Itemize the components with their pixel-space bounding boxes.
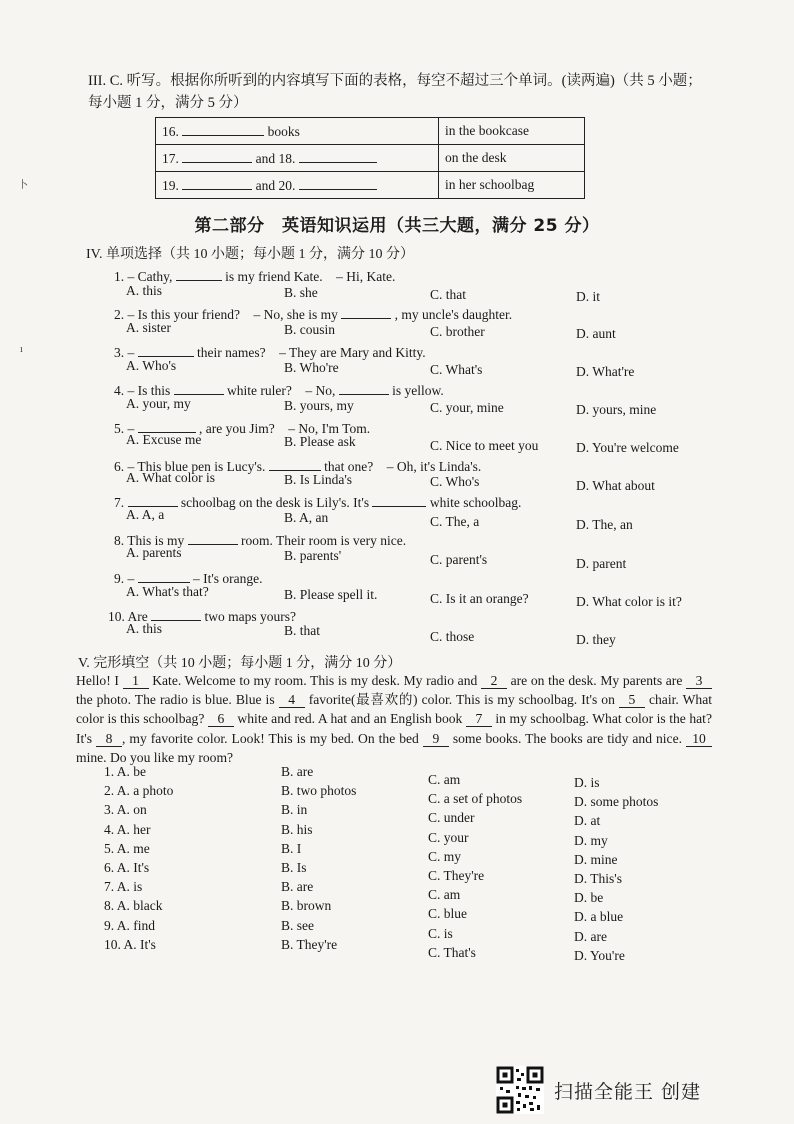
cloze-option-10-A: 10. A. It's bbox=[104, 936, 156, 952]
option-10-B: B. that bbox=[284, 623, 320, 638]
answer-blank bbox=[176, 267, 222, 281]
answer-blank bbox=[182, 122, 264, 136]
answer-blank bbox=[151, 607, 201, 621]
cloze-option-1-A: 1. A. be bbox=[104, 764, 146, 779]
option-10-C: C. those bbox=[430, 629, 475, 644]
listening-place-cell: in her schoolbag bbox=[439, 172, 585, 199]
question-text: schoolbag on the desk is Lily's. It's bbox=[177, 495, 373, 510]
cloze-option-10-B: B. They're bbox=[281, 936, 338, 952]
question-text: 3. – bbox=[114, 345, 138, 360]
listening-item-cell bbox=[156, 118, 439, 145]
cloze-option-10-C: C. That's bbox=[428, 944, 476, 960]
cloze-option-7-D: D. be bbox=[574, 890, 604, 906]
cloze-option-3-C: C. under bbox=[428, 810, 475, 826]
question-text: 8. This is my bbox=[114, 533, 188, 548]
cloze-passage bbox=[76, 671, 712, 767]
answer-blank bbox=[182, 149, 252, 163]
cloze-option-6-B: B. Is bbox=[281, 860, 307, 875]
listening-place-cell: in the bookcase bbox=[439, 118, 585, 145]
cloze-blank-6: 6 bbox=[208, 712, 234, 727]
option-4-C: C. your, mine bbox=[430, 400, 504, 415]
option-5-C: C. Nice to meet you bbox=[430, 438, 539, 453]
watermark-text: 扫描全能王 创建 bbox=[554, 1080, 702, 1103]
question-text: 2. – Is this your friend? – No, she is my bbox=[114, 307, 342, 322]
listening-table bbox=[155, 117, 585, 199]
scan-dot: ı bbox=[20, 344, 23, 355]
cloze-option-9-B: B. see bbox=[281, 917, 314, 933]
option-6-A: A. What color is bbox=[126, 470, 215, 485]
option-2-C: C. brother bbox=[430, 324, 485, 339]
passage-text: the photo. The radio is blue. Blue is bbox=[76, 692, 279, 708]
answer-blank bbox=[138, 569, 190, 583]
cloze-blank-4: 4 bbox=[279, 693, 305, 708]
answer-blank bbox=[299, 149, 377, 163]
option-7-D: D. The, an bbox=[576, 517, 633, 532]
cloze-option-9-C: C. is bbox=[428, 925, 453, 941]
option-1-C: C. that bbox=[430, 287, 466, 302]
cloze-option-1-B: B. are bbox=[281, 764, 314, 779]
question-text: that one? – Oh, it's Linda's. bbox=[320, 459, 482, 474]
question-text: is my friend Kate. – Hi, Kate. bbox=[221, 269, 396, 284]
option-9-B: B. Please spell it. bbox=[284, 587, 378, 602]
option-5-B: B. Please ask bbox=[284, 434, 356, 449]
passage-text: mine. Do you like my room? bbox=[76, 749, 234, 765]
answer-blank bbox=[188, 531, 238, 545]
cloze-option-9-D: D. are bbox=[574, 928, 607, 944]
cloze-option-4-B: B. his bbox=[281, 821, 313, 837]
answer-blank bbox=[339, 381, 389, 395]
question-text: 5. – bbox=[114, 421, 138, 436]
item-text: books bbox=[264, 124, 300, 139]
cloze-option-8-D: D. a blue bbox=[574, 909, 624, 925]
answer-blank bbox=[128, 493, 178, 507]
item-text: and 20. bbox=[252, 178, 299, 193]
section-3-line-1: III. C. 听写。根据你所听到的内容填写下面的表格，每空不超过三个单词。(读两遍)（共 5 小题； bbox=[88, 73, 702, 89]
question-text: room. Their room is very nice. bbox=[237, 533, 407, 548]
cloze-option-2-C: C. a set of photos bbox=[428, 791, 523, 807]
answer-blank bbox=[138, 419, 196, 433]
answer-blank bbox=[299, 176, 377, 190]
cloze-blank-1: 1 bbox=[123, 674, 149, 689]
question-text: 7. bbox=[114, 495, 128, 510]
option-10-A: A. this bbox=[126, 621, 163, 636]
option-2-D: D. aunt bbox=[576, 326, 616, 341]
question-7 bbox=[114, 493, 521, 511]
option-2-A: A. sister bbox=[126, 320, 171, 335]
cloze-option-6-D: D. This's bbox=[574, 871, 622, 886]
question-text: 1. – Cathy, bbox=[114, 269, 176, 284]
item-number: 19. bbox=[162, 178, 183, 193]
option-3-D: D. What're bbox=[576, 364, 635, 379]
option-6-D: D. What about bbox=[576, 478, 655, 493]
option-5-D: D. You're welcome bbox=[576, 440, 679, 455]
option-3-B: B. Who're bbox=[284, 360, 339, 375]
cloze-option-6-C: C. They're bbox=[428, 868, 485, 883]
cloze-option-6-A: 6. A. It's bbox=[104, 860, 150, 875]
cloze-option-10-D: D. You're bbox=[574, 947, 625, 963]
scan-mark: 卜 bbox=[18, 180, 28, 191]
passage-text: Kate. Welcome to my room. This is my desk. My radio and bbox=[148, 673, 481, 688]
cloze-option-2-B: B. two photos bbox=[281, 783, 357, 799]
answer-blank bbox=[341, 305, 391, 319]
answer-blank bbox=[372, 493, 426, 507]
question-2 bbox=[114, 303, 512, 323]
question-text: , are you Jim? – No, I'm Tom. bbox=[195, 421, 371, 436]
listening-place-cell: on the desk bbox=[439, 145, 585, 172]
option-8-C: C. parent's bbox=[430, 552, 488, 567]
option-4-A: A. your, my bbox=[126, 396, 191, 411]
option-6-B: B. Is Linda's bbox=[284, 472, 353, 487]
option-9-C: C. Is it an orange? bbox=[430, 591, 529, 606]
option-1-B: B. she bbox=[284, 285, 318, 300]
question-text: white ruler? – No, bbox=[223, 383, 339, 398]
cloze-blank-5: 5 bbox=[619, 693, 645, 708]
cloze-option-5-B: B. I bbox=[281, 840, 302, 856]
question-text: – It's orange. bbox=[189, 571, 263, 586]
answer-blank bbox=[182, 176, 252, 190]
cloze-option-4-C: C. your bbox=[428, 829, 469, 845]
question-text: is yellow. bbox=[388, 383, 444, 398]
option-2-B: B. cousin bbox=[284, 322, 336, 337]
item-number: 16. bbox=[162, 124, 183, 139]
cloze-option-4-A: 4. A. her bbox=[104, 821, 151, 837]
cloze-option-8-C: C. blue bbox=[428, 906, 467, 922]
option-10-D: D. they bbox=[576, 632, 616, 647]
section-3-line-2: 每小题 1 分，满分 5 分） bbox=[88, 95, 248, 111]
option-7-C: C. The, a bbox=[430, 514, 480, 529]
question-text: white schoolbag. bbox=[426, 495, 522, 510]
cloze-option-8-A: 8. A. black bbox=[104, 898, 163, 914]
option-7-A: A. A, a bbox=[126, 507, 165, 522]
cloze-option-5-D: D. mine bbox=[574, 851, 618, 867]
cloze-option-7-C: C. am bbox=[428, 887, 461, 903]
option-5-A: A. Excuse me bbox=[126, 432, 202, 447]
passage-text: in my schoolbag. What color is the hat? It's bbox=[76, 711, 712, 746]
option-8-A: A. parents bbox=[126, 545, 182, 560]
answer-blank bbox=[138, 343, 194, 357]
cloze-blank-9: 9 bbox=[423, 732, 449, 747]
question-1 bbox=[114, 265, 395, 285]
listening-row bbox=[156, 172, 585, 199]
cloze-blank-8: 8 bbox=[96, 732, 122, 747]
question-text: , my uncle's daughter. bbox=[391, 307, 513, 322]
cloze-blank-10: 10 bbox=[686, 732, 712, 747]
listening-item-cell bbox=[156, 172, 439, 199]
question-text: 4. – Is this bbox=[114, 383, 174, 398]
passage-text: favorite(最喜欢的) color. This is my schoolbag. It's on bbox=[304, 692, 619, 708]
question-text: their names? – They are Mary and Kitty. bbox=[193, 345, 426, 360]
cloze-option-3-A: 3. A. on bbox=[104, 802, 147, 818]
cloze-option-7-A: 7. A. is bbox=[104, 879, 143, 895]
passage-text: are on the desk. My parents are bbox=[506, 673, 687, 688]
option-3-C: C. What's bbox=[430, 362, 483, 377]
scanner-watermark bbox=[496, 1066, 701, 1114]
section-3-heading bbox=[88, 70, 708, 114]
cloze-option-7-B: B. are bbox=[281, 879, 314, 895]
answer-blank bbox=[269, 457, 321, 471]
section-4-heading: IV. 单项选择（共 10 小题；每小题 1 分，满分 10 分） bbox=[86, 247, 414, 262]
listening-row bbox=[156, 118, 585, 145]
option-9-D: D. What color is it? bbox=[576, 594, 682, 609]
option-7-B: B. A, an bbox=[284, 510, 329, 525]
question-text: 6. – This blue pen is Lucy's. bbox=[114, 459, 269, 474]
cloze-blank-2: 2 bbox=[481, 674, 507, 689]
cloze-option-3-D: D. at bbox=[574, 813, 601, 829]
passage-text: chair. What color is this schoolbag? bbox=[76, 692, 713, 727]
question-text: 9. – bbox=[114, 571, 138, 586]
option-8-D: D. parent bbox=[576, 556, 627, 571]
cloze-option-8-B: B. brown bbox=[281, 898, 332, 914]
option-1-A: A. this bbox=[126, 283, 163, 298]
cloze-option-5-C: C. my bbox=[428, 848, 462, 864]
option-1-D: D. it bbox=[576, 289, 601, 304]
option-8-B: B. parents' bbox=[284, 548, 342, 563]
part-2-title: 第二部分 英语知识运用（共三大题，满分 25 分） bbox=[194, 216, 600, 236]
item-number: 17. bbox=[162, 151, 183, 166]
cloze-blank-7: 7 bbox=[466, 712, 492, 727]
item-text: and 18. bbox=[252, 151, 299, 166]
option-4-D: D. yours, mine bbox=[576, 402, 657, 417]
cloze-option-5-A: 5. A. me bbox=[104, 840, 150, 856]
cloze-option-1-D: D. is bbox=[574, 775, 600, 790]
cloze-option-4-D: D. my bbox=[574, 832, 608, 848]
option-9-A: A. What's that? bbox=[126, 584, 209, 599]
option-3-A: A. Who's bbox=[126, 358, 177, 373]
option-6-C: C. Who's bbox=[430, 474, 480, 489]
passage-text: Hello! I bbox=[76, 673, 123, 688]
question-text: 10. Are bbox=[108, 609, 152, 624]
listening-row bbox=[156, 145, 585, 172]
answer-blank bbox=[174, 381, 224, 395]
section-5-heading: V. 完形填空（共 10 小题；每小题 1 分，满分 10 分） bbox=[78, 656, 402, 671]
cloze-option-2-D: D. some photos bbox=[574, 794, 659, 810]
question-text: two maps yours? bbox=[201, 609, 296, 624]
cloze-option-9-A: 9. A. find bbox=[104, 917, 156, 933]
cloze-option-2-A: 2. A. a photo bbox=[104, 783, 174, 799]
passage-text: some books. The books are tidy and nice. bbox=[448, 730, 686, 746]
cloze-blank-3: 3 bbox=[686, 674, 712, 689]
qr-code-icon bbox=[496, 1066, 544, 1114]
cloze-option-3-B: B. in bbox=[281, 802, 308, 818]
passage-text: , my favorite color. Look! This is my bed. On the bed bbox=[122, 730, 423, 746]
cloze-option-1-C: C. am bbox=[428, 772, 461, 787]
option-4-B: B. yours, my bbox=[284, 398, 354, 413]
listening-item-cell bbox=[156, 145, 439, 172]
passage-text: white and red. A hat and an English book bbox=[233, 711, 466, 727]
